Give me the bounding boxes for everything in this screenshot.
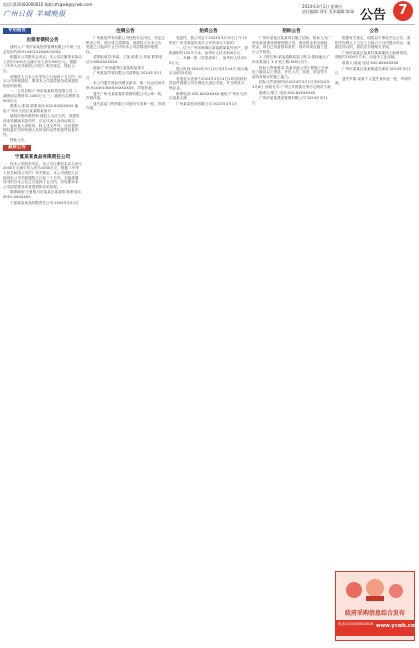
- paragraph: 广州市某某建设管理有限公司 2024年3月1日: [252, 96, 328, 105]
- paragraph: 遗失声明:某某个人遗失身份证一张，声明作废。: [335, 76, 412, 86]
- header-date-editor: [302, 4, 362, 14]
- section-tag: 专用报告: [3, 28, 31, 34]
- paragraph: 广州市某某区某某街道办事处 2024年3月1日: [335, 66, 411, 76]
- column-2: [86, 27, 165, 642]
- header-date: 2024年3月1日 星期五: [302, 4, 343, 9]
- paragraph: 1.工程名称:某某道路改造工程 2.建设地点:广州市某某区 3.计划工期:180日历天: [252, 55, 331, 64]
- paragraph: 投标人资格要求:具备市政公用工程施工总承包三级及以上资质，并在人员、设备、资金等方面具有相应的施工能力。: [252, 65, 329, 79]
- paragraph: 遗失某某工程有限公司财务专用章一枚，声明作废。: [86, 101, 165, 111]
- paragraph: 招标文件获取时间:2024年3月1日至2024年3月8日 获取方式:广州公共资源交易中心网站下载: [252, 80, 331, 89]
- paragraph: 受委托，我公司定于2024年3月15日上午10时在广州市某某拍卖厅公开拍卖以下标的:: [169, 36, 247, 45]
- paragraph: 地址:广州市越秀区某某街某某号: [93, 65, 145, 70]
- paragraph: 遗失广州市某某餐饮管理有限公司公章一枚，声明作废。: [86, 91, 165, 101]
- column-3: [169, 27, 248, 642]
- paragraph: 一、位于广州市海珠区某某路某某号房产，建筑面积约120平方米，参考价人民币300万元；: [169, 46, 248, 55]
- paragraph: 广州市某某区某某村某某地块土地使用权，面积约1000平方米，用途为工业用地。: [335, 50, 411, 60]
- paragraph: 联系人:周某 电话:020-8XXXXXXX: [342, 60, 399, 65]
- page-header: [0, 0, 415, 25]
- paragraph: 联系人:陈工 电话:020-8XXXXXXX: [259, 90, 316, 95]
- header-contacts: 电话:(020)83000816 邮箱:zfcgwb@ycwb.com: [3, 2, 93, 7]
- paragraph: 经本公司股东决定，本公司注册资本由人民币2000万元减少至人民币1000万元。根据《中华人民共和国公司法》有关规定，本公司债权人自接到本公司书面通知之日起三十日内，未接到通知书的自本公告之日起四十五日内，有权要求本公司清偿债务或者提供相应的担保。: [3, 161, 82, 189]
- paragraph: 债权申报所需材料:债权人为法人的，须提供营业执照副本复印件、法定代表人身份证明文件；委托他人申报的，除上述文件外，还应提供授权委托书和代理人有效身份证件的原件及复印件。: [3, 114, 80, 137]
- paragraph: 根据本公司股东会决议，本公司注册资本拟由人民币1000万元减少至人民币500万元。根据《中华人民共和国公司法》相关规定，特此公告。: [3, 55, 82, 73]
- section-tag: 减资公告: [3, 145, 31, 151]
- article-title: 公告: [369, 29, 379, 34]
- paragraph: 清算组成员:李某、王某 联系人:李某 联系电话:138XXXXXXXX: [86, 55, 163, 64]
- column-4: [252, 27, 331, 642]
- paragraph: 特此公告。: [10, 138, 28, 143]
- newspaper-brand: 广州日报 羊城晚报: [3, 10, 66, 18]
- article-title: 宁夏某某食品有限责任公司: [14, 154, 71, 160]
- paragraph: 联系人:张某 联系电话:020-83XXXXXX 地址:广州市天河区某某路某某号: [3, 104, 79, 113]
- header-editor: 责任编辑:刘军 美术编辑:陈瑞: [302, 9, 354, 14]
- column-5: [335, 27, 413, 567]
- paragraph: 联系电话:020-8XXXXXXX 地址:广州市天河区某某大厦: [169, 91, 247, 101]
- ad-website-link[interactable]: www.ycwb.com: [376, 623, 419, 629]
- paragraph: 广州市某某区某某项目施工招标，招标人为广州市某某建设管理有限公司，建设资金来自财政资金，项目已具备招标条件，现对该项目施工进行公开招标。: [252, 36, 331, 54]
- ad-illustration-icon: [342, 576, 408, 604]
- page-number: 7: [393, 1, 413, 21]
- ad-title: 政府采购信息综合发布: [344, 610, 405, 617]
- paragraph: 请债权人自本公告发布之日起四十五日内，向本公司申报债权，要求本公司清偿债务或者提供相应的担保。: [3, 74, 82, 88]
- paragraph: 二、车辆一批（详见清单），参考价人民币50万元。: [169, 56, 247, 65]
- paragraph: 广州某某贸易有限公司清算组 2024年3月1日: [86, 71, 162, 80]
- paragraph: 债权人:广州市某某投资管理有限公司 统一社会信用代码:91440101MA5CXXXX: [3, 45, 81, 54]
- paragraph: 有意竞买者请于2024年3月14日17时前持有效证件到我公司办理竞买登记手续，并交纳竞买保证金。: [169, 76, 247, 90]
- paragraph: 广州某某贸易有限公司经股东会决议，决定注销本公司，现已成立清算组，请债权人自本公告见报之日起四十五日内向本公司清算组申报债权。: [86, 36, 165, 54]
- paragraph: 展示时间:2024年3月12日至3月14日 展示地点:标的所在地: [169, 66, 248, 76]
- article-title: 注销公告: [116, 29, 135, 34]
- paragraph: 广州某某拍卖有限公司 2024年3月1日: [176, 101, 238, 106]
- article-title: 拍卖公告: [199, 29, 218, 34]
- section-title: 公告: [360, 8, 387, 23]
- paragraph: 宁夏某某食品有限责任公司 2024年3月1日: [10, 200, 79, 205]
- advertisement-box: [335, 571, 419, 641]
- article-title: 招标公告: [282, 29, 301, 34]
- paragraph: 本公司遗失营业执照正副本，统一社会信用代码:91440106XXXXXXXXXX，声明作废。: [86, 81, 165, 90]
- paragraph: 根据有关规定，现将以下事项予以公告，请相关权利人于公告之日起六十日内提出异议。逾期无异议的，将依法办理相关手续。: [335, 36, 411, 50]
- ad-phone: 电话:(020)83000816: [338, 622, 374, 626]
- column-1: [3, 27, 82, 642]
- article-title: 出资者债权公告: [26, 38, 59, 43]
- paragraph: 联系地址:宁夏银川市某某区某某路 联系电话:0951-XXXXXXX: [3, 190, 82, 200]
- paragraph: 一、公司名称:广州市某某科技有限公司 二、减资前注册资本:1000万元 三、减资后注册资本:500万元: [3, 89, 81, 103]
